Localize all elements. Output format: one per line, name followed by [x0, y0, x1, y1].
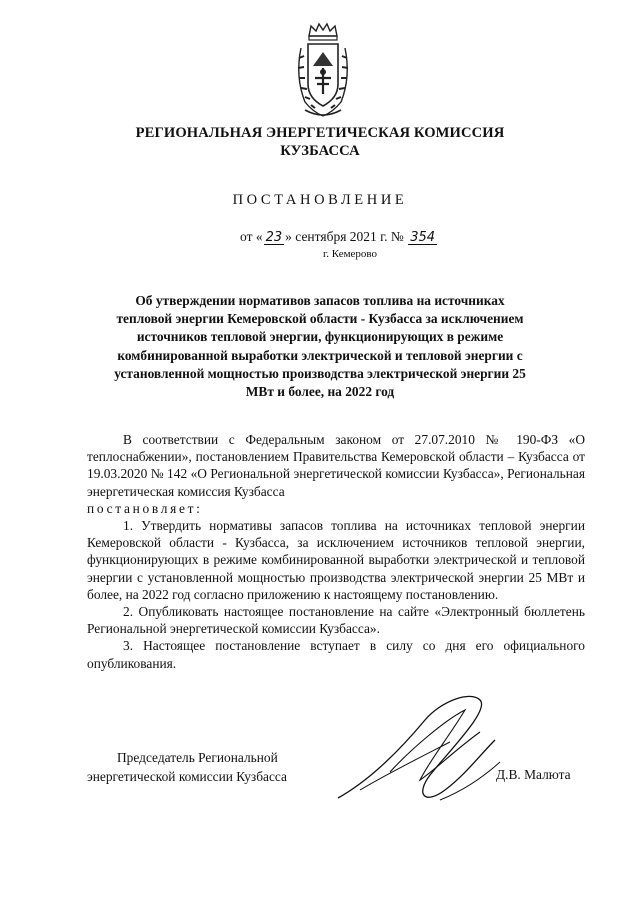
- subject-line: МВт и более, на 2022 год: [245, 384, 395, 400]
- subject-line: тепловой энергии Кемеровской области - Кузбасса за исключением: [116, 311, 524, 327]
- document-body: [87, 431, 585, 672]
- city: г. Кемерово: [323, 248, 378, 260]
- date-month-year: » сентября 2021 г. №: [285, 229, 404, 244]
- signatory-position: [87, 748, 287, 786]
- intro-paragraph: В соответствии с Федеральным законом от 27.07.2010 № 190-ФЗ «О теплоснабжении», постановлением Правительства Кемеровской области – Кузбасса от 19.03.2020 № 142 «О Региональной энергетической комиссии Кузбасса», Региональная энергетическая комиссия Кузбасса: [87, 432, 585, 499]
- date-day: 23: [265, 230, 283, 245]
- document-subject: [90, 292, 550, 401]
- subject-line: источников тепловой энергии, функционирующих в режиме: [136, 329, 504, 345]
- item-3: 3. Настоящее постановление вступает в силу со дня его официального опубликования.: [87, 638, 585, 671]
- decree-word: постановляет:: [87, 500, 203, 516]
- item-2: 2. Опубликовать настоящее постановление на сайте «Электронный бюллетень Региональной энергетической комиссии Кузбасса».: [87, 604, 585, 637]
- handwritten-signature: [330, 680, 510, 820]
- document-number: 354: [410, 230, 436, 245]
- position-line: Председатель Региональной: [117, 750, 278, 765]
- subject-line: установленной мощностью производства электрической энергии 25: [114, 365, 526, 381]
- coat-of-arms-icon: [293, 22, 353, 120]
- organization-name: РЕГИОНАЛЬНАЯ ЭНЕРГЕТИЧЕСКАЯ КОМИССИЯ: [135, 125, 505, 141]
- date-prefix: от «: [240, 229, 263, 244]
- position-line: энергетической комиссии Кузбасса: [87, 769, 287, 784]
- item-1: 1. Утвердить нормативы запасов топлива на источниках тепловой энергии Кемеровской области - Кузбасса, за исключением источников тепловой энергии, функционирующих в режиме комбинированной выработки электрической и тепловой энергии с установленной мощностью производства электрической энергии 25 МВт и более, на 2022 год согласно приложению к настоящему постановлению.: [87, 518, 585, 602]
- document-type: ПОСТАНОВЛЕНИЕ: [232, 192, 408, 208]
- subject-line: комбинированной выработки электрической и тепловой энергии с: [117, 347, 523, 363]
- signatory-name: Д.В. Малюта: [496, 767, 571, 782]
- subject-line: Об утверждении нормативов запасов топлива на источниках: [135, 293, 505, 308]
- date-line: [240, 229, 438, 245]
- organization-region: КУЗБАССА: [280, 143, 360, 159]
